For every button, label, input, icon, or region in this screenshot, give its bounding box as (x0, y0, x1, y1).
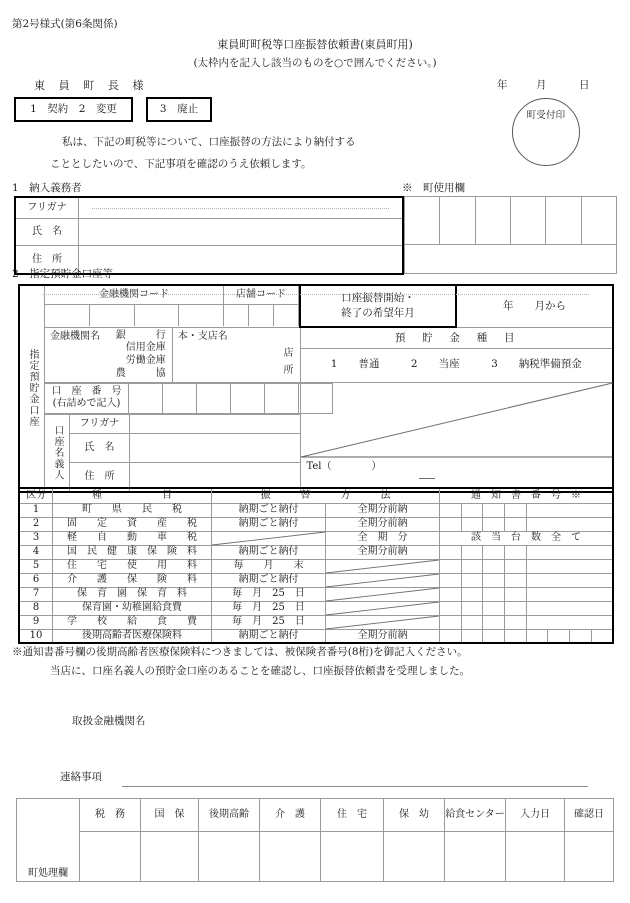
tax-row-no: 4 (19, 545, 53, 559)
tax-row-no: 2 (19, 517, 53, 531)
tel-diagonal-cell[interactable] (300, 382, 613, 492)
diagonal-strike-icon (326, 588, 439, 601)
insurance-digit[interactable] (461, 629, 483, 643)
insurance-digit[interactable] (440, 629, 462, 643)
town-proc-cell[interactable] (321, 832, 384, 882)
notice-digit[interactable] (526, 517, 613, 531)
town-proc-header-tax: 税 務 (80, 799, 141, 832)
date-year-label: 年 (497, 79, 508, 91)
tax-row-special-note: 該 当 台 数 全 て (440, 531, 614, 545)
holder-address-label: 住 所 (70, 462, 130, 491)
table-row (19, 587, 613, 601)
table-row (19, 517, 613, 531)
notice-digit[interactable] (461, 587, 483, 601)
tax-row-method-a[interactable]: 納期ごと納付 (212, 517, 326, 531)
diagonal-strike-icon (212, 532, 325, 545)
tax-row-method-b[interactable]: 全期分前納 (326, 545, 440, 559)
diagonal-strike-icon (301, 383, 613, 489)
account-number-digit[interactable] (231, 383, 265, 413)
tax-row-no: 8 (19, 601, 53, 615)
tax-row-no: 6 (19, 573, 53, 587)
town-proc-cell[interactable] (506, 832, 565, 882)
notice-digit[interactable] (461, 545, 483, 559)
bank-handler-label: 取扱金融機関名 (72, 715, 146, 727)
town-proc-cell[interactable] (445, 832, 506, 882)
tax-row-method-a-struck (212, 531, 326, 545)
account-holder-vertical-label: 口座名義人 (45, 414, 70, 491)
bank-kind-options: 銀 行 信用金庫 労働金庫 農 協 (115, 329, 166, 379)
note-2: 当店に、口座名義人の預貯金口座のあることを確認し、口座振替依頼書を受理しました。 (50, 665, 470, 677)
notice-digit[interactable] (461, 601, 483, 615)
table-row (15, 218, 403, 245)
tax-row-method-a[interactable]: 毎 月 25 日 (212, 615, 326, 629)
notice-digit[interactable] (526, 615, 613, 629)
notice-digit[interactable] (483, 545, 505, 559)
town-proc-header-kaigo: 介 護 (260, 799, 321, 832)
notice-digit[interactable] (505, 587, 527, 601)
tax-row-method-b-struck (326, 573, 440, 587)
page-subtitle: (太枠内を記入し該当のものを○で囲んでください。) (193, 57, 437, 69)
note-1: ※通知書番号欄の後期高齢者医療保険料につきましては、被保険者番号(8桁)を御記入ください。 (12, 646, 468, 658)
bank-code-label: 金融機関コード (45, 286, 224, 304)
tax-row-method-b-struck (326, 559, 440, 573)
designated-account-vertical-label: 指定預貯金口座 (19, 285, 45, 492)
notice-digit[interactable] (483, 503, 505, 517)
table-row (19, 488, 613, 503)
town-proc-cell[interactable] (80, 832, 141, 882)
table-row (19, 573, 613, 587)
tax-row-no: 3 (19, 531, 53, 545)
tax-row-method-a[interactable]: 毎 月 25 日 (212, 587, 326, 601)
tax-row-method-b-struck (326, 601, 440, 615)
request-type-option-3: 3 廃止 (159, 103, 199, 115)
town-proc-header-kouki: 後期高齢 (199, 799, 260, 832)
table-row (45, 304, 299, 326)
table-row (19, 559, 613, 573)
tax-row-item: 後期高齢者医療保険料 (53, 629, 212, 643)
town-use-cell[interactable] (546, 197, 581, 245)
notice-digit[interactable] (505, 503, 527, 517)
addressee: 東 員 町 長 様 (34, 79, 145, 92)
notice-digit[interactable] (440, 559, 462, 573)
payer-address-label: 住 所 (15, 245, 79, 274)
branch-code-label: 店舗コード (224, 286, 299, 304)
tax-row-method-a[interactable]: 納期ごと納付 (212, 545, 326, 559)
tax-row-item: 介 護 保 険 料 (53, 573, 212, 587)
table-row (405, 197, 617, 245)
notice-digit[interactable] (505, 517, 527, 531)
tax-row-method-a[interactable]: 毎 月 末 (212, 559, 326, 573)
notice-digit[interactable] (440, 587, 462, 601)
diagonal-strike-icon (326, 602, 439, 615)
request-type-box-terminate[interactable] (146, 97, 212, 122)
notice-digit[interactable] (440, 545, 462, 559)
table-row (19, 629, 613, 643)
tax-row-method-b-struck (326, 587, 440, 601)
payer-furigana-input[interactable] (79, 197, 404, 218)
branch-name-cell[interactable] (172, 327, 300, 382)
tax-row-no: 9 (19, 615, 53, 629)
notice-digit[interactable] (505, 545, 527, 559)
branch-code-digit[interactable] (274, 304, 299, 326)
town-use-cell[interactable] (440, 197, 475, 245)
bank-name-cell[interactable] (45, 327, 173, 382)
account-holder-subtable (45, 414, 300, 492)
diagonal-strike-icon (326, 560, 439, 573)
transfer-period-label: 口座振替開始・ 終了の希望年月 (300, 285, 456, 327)
bank-code-digit[interactable] (179, 304, 224, 326)
tax-row-method-a[interactable]: 納期ごと納付 (212, 503, 326, 517)
town-proc-header-kokuho: 国 保 (141, 799, 199, 832)
tax-items-table (18, 487, 614, 644)
bank-code-digit[interactable] (134, 304, 179, 326)
tel-dash (419, 478, 435, 479)
date-day-label: 日 (579, 79, 590, 91)
town-proc-header-hoyo: 保 幼 (384, 799, 445, 832)
receipt-stamp-label: 町受付印 (526, 110, 566, 121)
notice-digit[interactable] (483, 559, 505, 573)
col-header-tsuchi: 通 知 書 番 号 ※ (440, 488, 614, 503)
town-proc-header-confirm-date: 確認日 (565, 799, 614, 832)
holder-name-label: 氏 名 (70, 433, 130, 462)
notice-digit[interactable] (505, 573, 527, 587)
account-number-subtable (45, 383, 333, 414)
request-type-option-1-2: 1 契約 2 変更 (30, 103, 117, 115)
tax-row-method-a[interactable]: 納期ごと納付 (212, 629, 326, 643)
branch-kind-options: 店 所 (283, 347, 294, 376)
notice-digit[interactable] (526, 503, 613, 517)
tax-row-method-b[interactable]: 全期分前納 (326, 629, 440, 643)
town-use-cell[interactable] (405, 197, 440, 245)
account-number-digit[interactable] (265, 383, 299, 413)
bank-name-label: 金融機関名 (50, 330, 100, 342)
tax-row-method-b[interactable]: 全 期 分 (326, 531, 440, 545)
table-row (19, 615, 613, 629)
notice-digit[interactable] (483, 601, 505, 615)
notice-digit[interactable] (461, 573, 483, 587)
tel-label: Tel（ ） (306, 460, 382, 472)
tax-row-item: 学 校 給 食 費 (53, 615, 212, 629)
section2-heading: 2 指定預貯金口座等 (12, 268, 114, 280)
table-row (45, 383, 333, 413)
tax-row-item: 町 県 民 税 (53, 503, 212, 517)
table-row (45, 286, 299, 304)
town-proc-cell[interactable] (565, 832, 614, 882)
col-header-furikae: 振 替 方 法 (212, 488, 440, 503)
notice-digit[interactable] (461, 615, 483, 629)
town-use-wide-cell[interactable] (405, 245, 617, 274)
town-proc-cell[interactable] (199, 832, 260, 882)
town-use-cell[interactable] (581, 197, 616, 245)
notice-digit[interactable] (483, 615, 505, 629)
body-line-2: こととしたいので、下記事項を確認のうえ依頼します。 (50, 158, 312, 170)
payer-table (14, 196, 404, 275)
tax-row-item: 保 育 園 保 育 料 (53, 587, 212, 601)
tax-row-method-b[interactable]: 全期分前納 (326, 517, 440, 531)
notice-digit[interactable] (461, 559, 483, 573)
notice-digit[interactable] (440, 573, 462, 587)
table-row (45, 414, 300, 433)
table-row (19, 545, 613, 559)
town-proc-cell[interactable] (260, 832, 321, 882)
tax-row-no: 1 (19, 503, 53, 517)
table-row (19, 285, 613, 327)
town-processing-table (16, 798, 614, 882)
notice-digit[interactable] (526, 601, 613, 615)
request-type-box-contract-change[interactable] (14, 97, 133, 122)
table-row (19, 531, 613, 545)
table-row (405, 245, 617, 274)
insurance-digit[interactable] (548, 629, 570, 643)
branch-name-label: 本・支店名 (177, 330, 228, 342)
town-use-cell[interactable] (510, 197, 545, 245)
notice-digit[interactable] (483, 587, 505, 601)
form-number: 第2号様式(第6条関係) (12, 18, 118, 30)
town-proc-cell[interactable] (141, 832, 199, 882)
town-proc-header-jutaku: 住 宅 (321, 799, 384, 832)
town-use-grid (404, 196, 617, 274)
notice-digit[interactable] (526, 587, 613, 601)
town-proc-header-input-date: 入力日 (506, 799, 565, 832)
town-proc-header-kyushoku: 給食センター (445, 799, 506, 832)
account-number-label: 口 座 番 号 (右詰めで記入) (45, 383, 129, 413)
notice-digit[interactable] (526, 573, 613, 587)
account-number-digit[interactable] (129, 383, 163, 413)
tax-row-method-a[interactable]: 毎 月 25 日 (212, 601, 326, 615)
payer-name-input[interactable] (79, 218, 404, 245)
bank-code-digit[interactable] (45, 304, 90, 326)
tax-row-no: 5 (19, 559, 53, 573)
col-header-kubun: 区分 (19, 488, 53, 503)
date-month-label: 月 (536, 79, 547, 91)
town-proc-cell[interactable] (384, 832, 445, 882)
tax-row-item: 固 定 資 産 税 (53, 517, 212, 531)
town-processing-row-label: 町処理欄 (17, 799, 80, 882)
notice-digit[interactable] (440, 615, 462, 629)
tax-row-item: 軽 自 動 車 税 (53, 531, 212, 545)
deposit-type-header: 預 貯 金 種 目 (394, 332, 518, 344)
tax-row-item: 住 宅 使 用 料 (53, 559, 212, 573)
holder-name-input[interactable] (130, 433, 300, 462)
notice-digit[interactable] (440, 517, 462, 531)
bank-code-digit[interactable] (90, 304, 135, 326)
code-subtable (45, 286, 299, 326)
insurance-digit[interactable] (570, 629, 592, 643)
notice-digit[interactable] (526, 545, 613, 559)
town-use-cell[interactable] (475, 197, 510, 245)
table-row (45, 433, 300, 462)
branch-code-digit[interactable] (249, 304, 274, 326)
tax-row-no: 7 (19, 587, 53, 601)
holder-furigana-label: フリガナ (70, 414, 130, 433)
col-header-shumoku: 種 目 (53, 488, 212, 503)
tax-row-method-a[interactable]: 納期ごと納付 (212, 573, 326, 587)
table-row (17, 799, 614, 832)
deposit-type-options[interactable]: 1 普通 2 当座 3 納税準備預金 (301, 348, 613, 370)
account-number-digit[interactable] (163, 383, 197, 413)
section1-heading: 1 納入義務者 (12, 182, 82, 194)
payer-name-label: 氏 名 (15, 218, 79, 245)
notice-digit[interactable] (505, 615, 527, 629)
insurance-digit[interactable] (505, 629, 527, 643)
notice-digit[interactable] (461, 503, 483, 517)
notice-digit[interactable] (461, 517, 483, 531)
insurance-digit[interactable] (591, 629, 613, 643)
notice-digit[interactable] (440, 503, 462, 517)
tax-row-no: 10 (19, 629, 53, 643)
table-row (19, 382, 613, 414)
payer-furigana-label: フリガナ (15, 197, 79, 218)
notice-digit[interactable] (483, 573, 505, 587)
insurance-digit[interactable] (483, 629, 505, 643)
holder-furigana-input[interactable] (130, 414, 300, 433)
account-number-digit[interactable] (197, 383, 231, 413)
notice-digit[interactable] (440, 601, 462, 615)
diagonal-strike-icon (326, 574, 439, 587)
contact-input-rule[interactable] (122, 786, 588, 787)
town-use-label: ※ 町使用欄 (402, 182, 465, 194)
contact-label: 連絡事項 (60, 771, 102, 783)
table-row (19, 503, 613, 517)
tax-row-item: 保育園・幼稚園給食費 (53, 601, 212, 615)
notice-digit[interactable] (505, 601, 527, 615)
table-row (19, 327, 613, 382)
notice-digit[interactable] (505, 559, 527, 573)
branch-code-digit[interactable] (224, 304, 249, 326)
insurance-digit[interactable] (526, 629, 548, 643)
notice-digit[interactable] (526, 559, 613, 573)
transfer-period-input[interactable]: 年 月から (456, 285, 613, 327)
tax-row-item: 国 民 健 康 保 険 料 (53, 545, 212, 559)
receipt-stamp-circle (512, 98, 580, 166)
notice-digit[interactable] (483, 517, 505, 531)
page-title: 東員町町税等口座振替依頼書(東員町用) (217, 38, 413, 51)
table-row (15, 197, 403, 218)
payer-address-input[interactable] (79, 245, 404, 274)
diagonal-strike-icon (326, 616, 439, 629)
bank-account-table (18, 284, 614, 493)
table-row (17, 832, 614, 882)
tax-row-method-b[interactable]: 全期分前納 (326, 503, 440, 517)
tax-row-method-b-struck (326, 615, 440, 629)
table-row (19, 601, 613, 615)
body-line-1: 私は、下記の町税等について、口座振替の方法により納付する (62, 136, 356, 148)
